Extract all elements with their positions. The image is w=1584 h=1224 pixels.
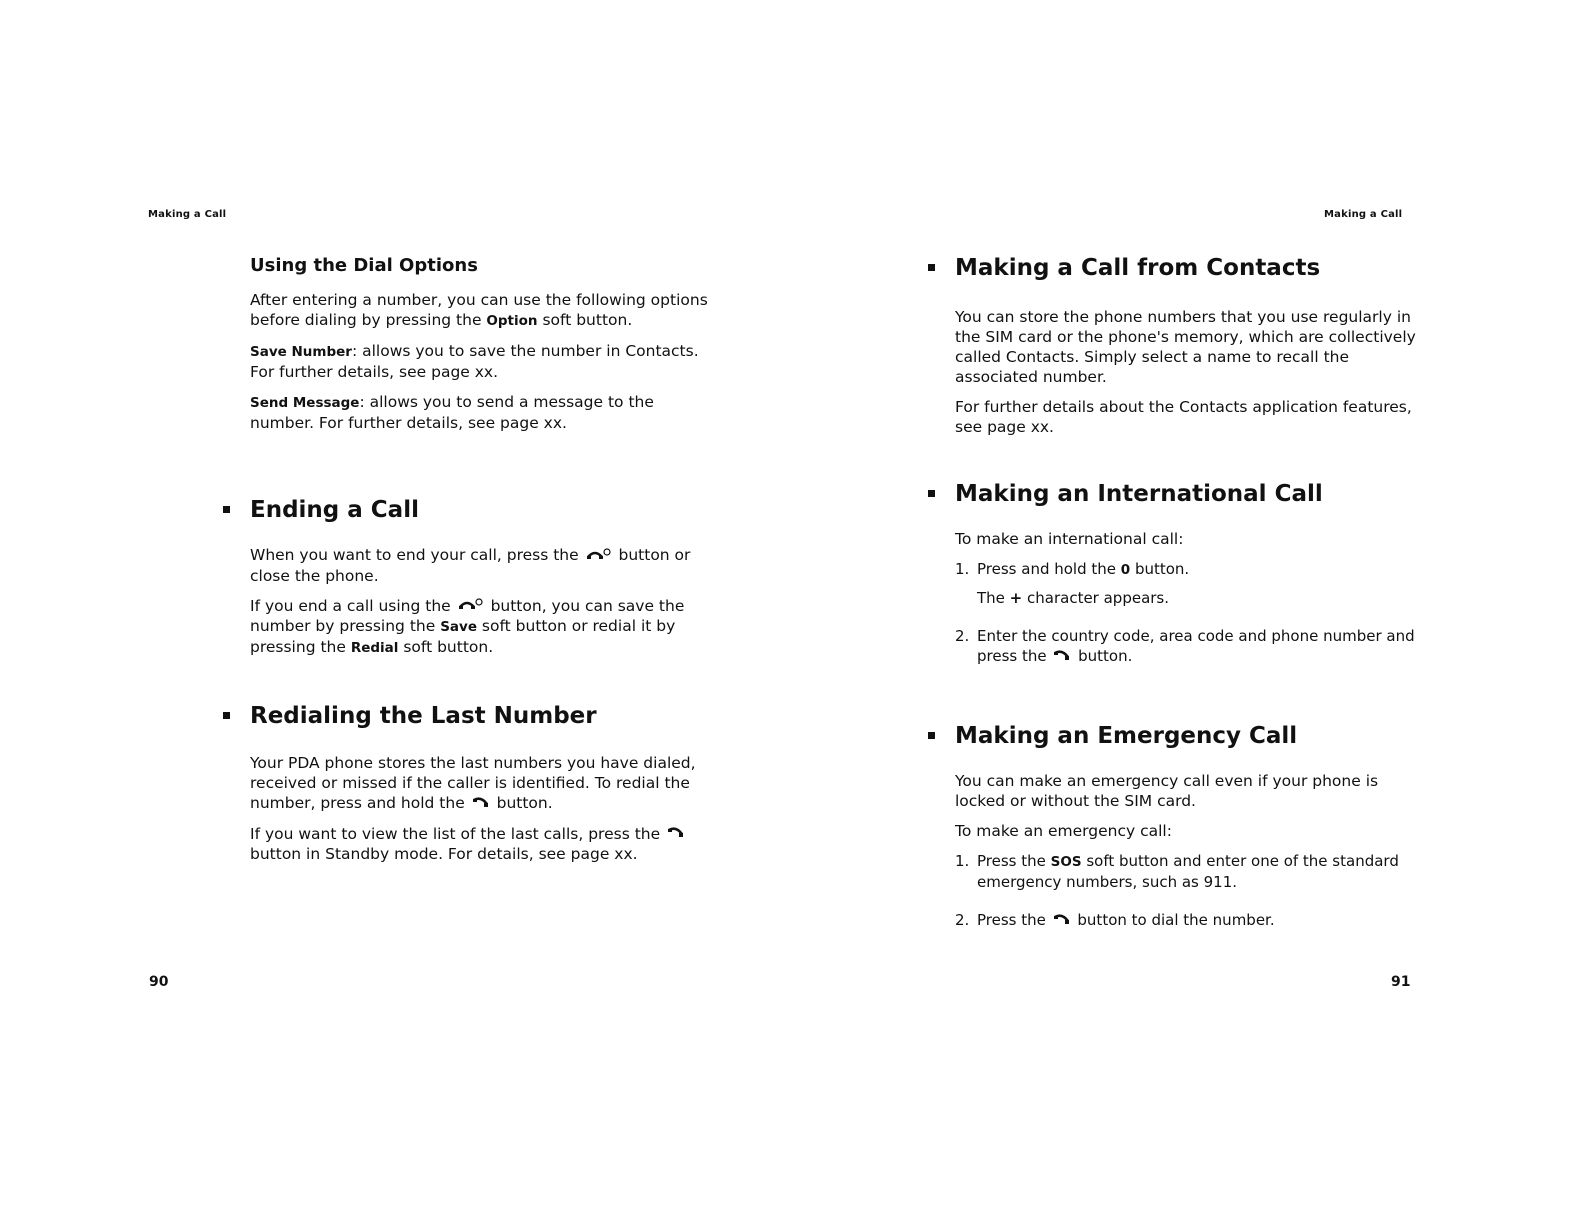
steps-list bbox=[955, 559, 1417, 580]
page-number: 90 bbox=[149, 974, 169, 990]
step-number: 2. bbox=[955, 911, 970, 929]
text: button, you can save the number by pressing the bbox=[250, 596, 685, 635]
end-call-icon bbox=[586, 546, 612, 566]
section-emergency bbox=[955, 723, 1417, 941]
text: character appears. bbox=[1022, 589, 1170, 607]
section-contacts bbox=[955, 255, 1417, 447]
paragraph bbox=[250, 341, 715, 382]
redial-soft-button-label: Redial bbox=[350, 640, 399, 656]
option-soft-button-label: Option bbox=[486, 313, 538, 329]
steps-list bbox=[955, 851, 1417, 931]
text: button. bbox=[1130, 560, 1190, 578]
text: If you end a call using the bbox=[250, 596, 456, 615]
text: soft button. bbox=[398, 638, 494, 656]
text: Press the bbox=[977, 852, 1051, 870]
step-number: 1. bbox=[955, 852, 970, 870]
text: Your PDA phone stores the last numbers you have dialed, received or missed if the caller is identified. To redial the number, press and hold the bbox=[250, 754, 696, 812]
bullet-icon bbox=[223, 506, 230, 513]
running-head: Making a Call bbox=[148, 209, 227, 220]
text: button in Standby mode. For details, see page xx. bbox=[250, 845, 638, 863]
text: button. bbox=[1073, 647, 1133, 665]
list-item bbox=[955, 559, 1417, 580]
step-note bbox=[955, 588, 1417, 608]
section-heading bbox=[250, 703, 715, 729]
list-item bbox=[955, 626, 1417, 667]
text: soft button or redial it by pressing the bbox=[250, 617, 676, 656]
paragraph bbox=[250, 392, 715, 433]
section-dial-options bbox=[250, 255, 715, 443]
text: If you want to view the list of the last calls, press the bbox=[250, 824, 666, 843]
paragraph: You can store the phone numbers that you use regularly in the SIM card or the phone's memory, which are collectively called Contacts. Simply select a name to recall the associated number. bbox=[955, 308, 1416, 386]
list-item bbox=[955, 910, 1417, 931]
text: After entering a number, you can use the following options before dialing by pressing the bbox=[250, 291, 708, 329]
step-number: 2. bbox=[955, 627, 970, 645]
plus-char: + bbox=[1009, 589, 1023, 607]
paragraph: To make an emergency call: bbox=[955, 822, 1172, 840]
text: soft button. bbox=[537, 311, 633, 329]
heading-text: Making an International Call bbox=[955, 481, 1323, 507]
right-page bbox=[792, 0, 1584, 1224]
text: button. bbox=[491, 794, 553, 812]
text: button to dial the number. bbox=[1072, 911, 1275, 929]
paragraph bbox=[250, 545, 715, 586]
text: The bbox=[977, 589, 1010, 607]
heading-text: Redialing the Last Number bbox=[250, 703, 597, 729]
sos-soft-button-label: SOS bbox=[1050, 854, 1082, 870]
section-heading bbox=[955, 481, 1417, 507]
paragraph bbox=[250, 290, 715, 331]
send-call-icon bbox=[1053, 911, 1071, 931]
section-international bbox=[955, 481, 1417, 677]
bullet-icon bbox=[928, 264, 935, 271]
section-redialing bbox=[250, 703, 715, 874]
paragraph: To make an international call: bbox=[955, 530, 1184, 548]
text: Press the bbox=[977, 911, 1051, 929]
paragraph: For further details about the Contacts application features, see page xx. bbox=[955, 398, 1412, 436]
save-soft-button-label: Save bbox=[440, 619, 477, 635]
text: Press and hold the bbox=[977, 560, 1121, 578]
text: button or close the phone. bbox=[250, 546, 691, 585]
heading-text: Making an Emergency Call bbox=[955, 723, 1298, 749]
text: When you want to end your call, press the bbox=[250, 546, 584, 564]
paragraph bbox=[250, 753, 715, 814]
section-heading bbox=[250, 497, 715, 523]
running-head: Making a Call bbox=[1324, 209, 1403, 220]
bullet-icon bbox=[223, 712, 230, 719]
text: Enter the country code, area code and phone number and press the bbox=[977, 627, 1415, 665]
paragraph: You can make an emergency call even if your phone is locked or without the SIM card. bbox=[955, 772, 1379, 810]
text: soft button and enter one of the standard emergency numbers, such as 911. bbox=[977, 852, 1399, 891]
zero-key-label: 0 bbox=[1120, 562, 1131, 578]
bullet-icon bbox=[928, 732, 935, 739]
bullet-icon bbox=[928, 490, 935, 497]
send-call-icon bbox=[1053, 647, 1071, 667]
section-title: Using the Dial Options bbox=[250, 255, 478, 276]
step-number: 1. bbox=[955, 560, 970, 578]
text: : allows you to save the number in Contacts. For further details, see page xx. bbox=[250, 342, 699, 381]
save-number-label: Save Number bbox=[250, 344, 352, 360]
steps-list bbox=[955, 626, 1417, 667]
send-message-label: Send Message bbox=[250, 395, 360, 411]
send-call-icon bbox=[667, 824, 685, 844]
paragraph bbox=[250, 824, 715, 865]
section-heading bbox=[955, 255, 1417, 281]
heading-text: Ending a Call bbox=[250, 497, 419, 523]
heading-text: Making a Call from Contacts bbox=[955, 255, 1321, 281]
paragraph bbox=[250, 596, 715, 659]
text: : allows you to send a message to the number. For further details, see page xx. bbox=[250, 393, 654, 432]
send-call-icon bbox=[472, 794, 490, 814]
section-heading bbox=[955, 723, 1417, 749]
end-call-icon bbox=[458, 596, 484, 616]
page-number: 91 bbox=[1391, 974, 1411, 990]
section-ending-call bbox=[250, 497, 715, 668]
list-item bbox=[955, 851, 1417, 892]
